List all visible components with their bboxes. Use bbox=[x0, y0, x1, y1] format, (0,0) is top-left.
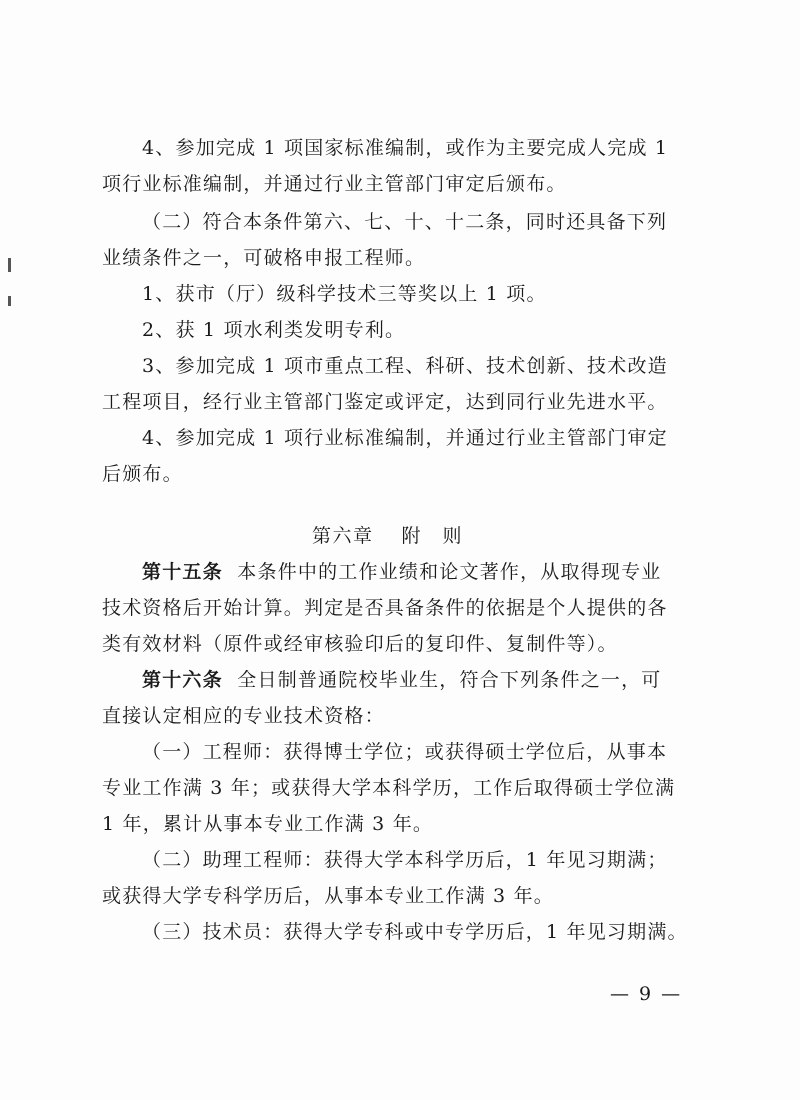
paragraph-line: 直接认定相应的专业技术资格： bbox=[102, 705, 385, 727]
paragraph-line: 3、参加完成 1 项市重点工程、科研、技术创新、技术改造 bbox=[142, 355, 668, 377]
paragraph-line: 类有效材料（原件或经审核验印后的复印件、复制件等）。 bbox=[102, 633, 618, 655]
article-15-text: 本条件中的工作业绩和论文著作，从取得现专业 bbox=[237, 561, 662, 583]
paragraph-line: 技术资格后开始计算。判定是否具备条件的依据是个人提供的各 bbox=[102, 597, 668, 619]
paragraph-line: 业绩条件之一，可破格申报工程师。 bbox=[102, 247, 426, 269]
article-16-label: 第十六条 bbox=[142, 669, 223, 691]
paragraph-line: 工程项目，经行业主管部门鉴定或评定，达到同行业先进水平。 bbox=[102, 391, 668, 413]
paragraph-line: （二）助理工程师：获得大学本科学历后，1 年见习期满； bbox=[142, 849, 668, 871]
paragraph-line: 2、获 1 项水利类发明专利。 bbox=[142, 319, 406, 341]
chapter-number: 第六章 bbox=[312, 525, 374, 547]
article-16-line bbox=[142, 668, 662, 692]
paragraph-line: 4、参加完成 1 项行业标准编制，并通过行业主管部门审定 bbox=[142, 427, 668, 449]
scan-mark bbox=[8, 258, 11, 272]
paragraph-line: 专业工作满 3 年；或获得大学本科学历，工作后取得硕士学位满 bbox=[102, 777, 676, 799]
page-number: — 9 — bbox=[610, 983, 683, 1005]
paragraph-line: （三）技术员：获得大学专科或中专学历后，1 年见习期满。 bbox=[142, 921, 688, 943]
scan-mark bbox=[8, 296, 11, 306]
paragraph-line: 1、获市（厅）级科学技术三等奖以上 1 项。 bbox=[142, 283, 547, 305]
paragraph-line: 4、参加完成 1 项国家标准编制，或作为主要完成人完成 1 bbox=[142, 137, 669, 159]
article-16-text: 全日制普通院校毕业生，符合下列条件之一，可 bbox=[237, 669, 662, 691]
paragraph-line: （二）符合本条件第六、七、十、十二条，同时还具备下列 bbox=[142, 211, 668, 233]
paragraph-line: 项行业标准编制，并通过行业主管部门审定后颁布。 bbox=[102, 173, 567, 195]
paragraph-line: 1 年，累计从事本专业工作满 3 年。 bbox=[102, 813, 434, 835]
article-15-line bbox=[142, 560, 662, 584]
paragraph-line: （一）工程师：获得博士学位；或获得硕士学位后，从事本 bbox=[142, 741, 668, 763]
paragraph-line: 后颁布。 bbox=[102, 463, 183, 485]
chapter-heading bbox=[312, 524, 463, 548]
paragraph-line: 或获得大学专科学历后，从事本专业工作满 3 年。 bbox=[102, 885, 554, 907]
chapter-name: 附 则 bbox=[401, 525, 464, 547]
article-15-label: 第十五条 bbox=[142, 561, 223, 583]
